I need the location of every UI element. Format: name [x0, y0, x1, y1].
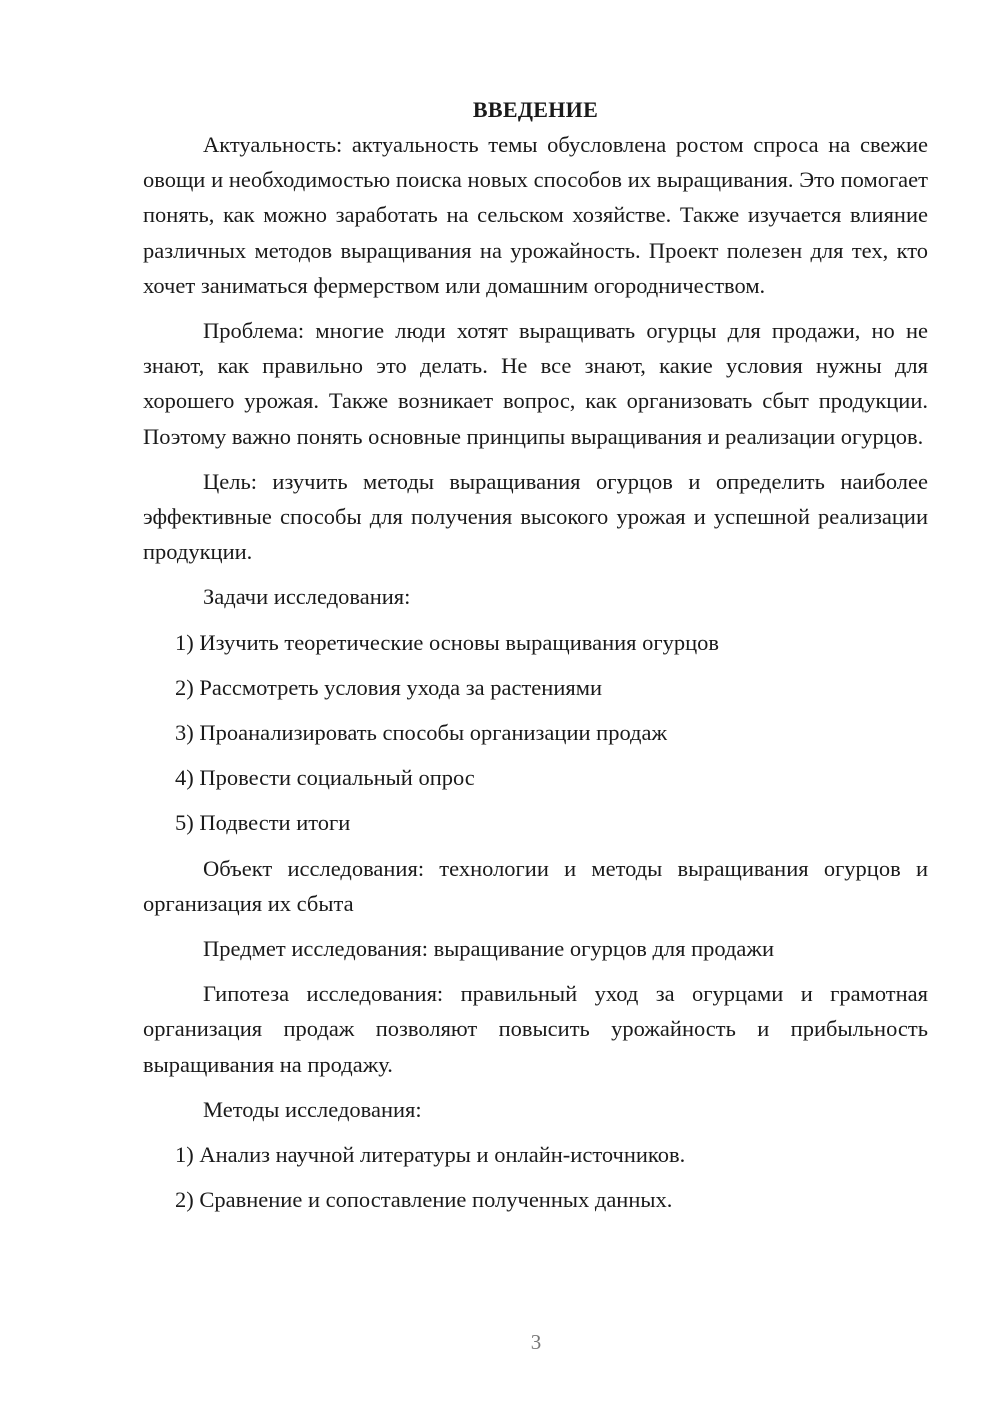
task-item-5: 5) Подвести итоги: [175, 810, 351, 836]
document-page: [143, 92, 928, 1217]
paragraph-object: Объект исследования: технологии и методы выращивания огурцов и организация их сбыта: [143, 855, 928, 916]
task-item-4: 4) Провести социальный опрос: [175, 765, 475, 791]
task-item-2: 2) Рассмотреть условия ухода за растениями: [175, 674, 603, 700]
paragraph-problem: Проблема: многие люди хотят выращивать огурцы для продажи, но не знают, как правильно это делать. Не все знают, какие условия нужны для хорошего урожая. Также возникает вопрос, как организовать сбыт продукции. Поэтому важно понять основные принципы выращивания и реализации огурцов.: [143, 318, 928, 449]
methods-heading: Методы исследования:: [203, 1096, 422, 1122]
paragraph-subject: Предмет исследования: выращивание огурцов для продажи: [203, 936, 775, 962]
method-item-1: 1) Анализ научной литературы и онлайн-источников.: [175, 1142, 686, 1168]
page-number: 3: [530, 1330, 542, 1354]
method-item-2: 2) Сравнение и сопоставление полученных данных.: [175, 1187, 673, 1213]
document-title: ВВЕДЕНИЕ: [472, 97, 599, 122]
paragraph-goal: Цель: изучить методы выращивания огурцов и определить наиболее эффективные способы для получения высокого урожая и успешной реализации продукции.: [143, 468, 928, 565]
paragraph-hypothesis: Гипотеза исследования: правильный уход за огурцами и грамотная организация продаж позволяют повысить урожайность и прибыльность выращивания на продажу.: [143, 981, 928, 1077]
task-item-1: 1) Изучить теоретические основы выращивания огурцов: [175, 629, 720, 655]
task-item-3: 3) Проанализировать способы организации продаж: [175, 720, 668, 746]
tasks-heading: Задачи исследования:: [203, 584, 411, 610]
paragraph-relevance: Актуальность: актуальность темы обусловлена ростом спроса на свежие овощи и необходимостью поиска новых способов их выращивания. Это помогает понять, как можно заработать на сельском хозяйстве. Также изучается влияние различных методов выращивания на урожайность. Проект полезен для тех, кто хочет заниматься фермерством или домашним огородничеством.: [143, 132, 928, 298]
